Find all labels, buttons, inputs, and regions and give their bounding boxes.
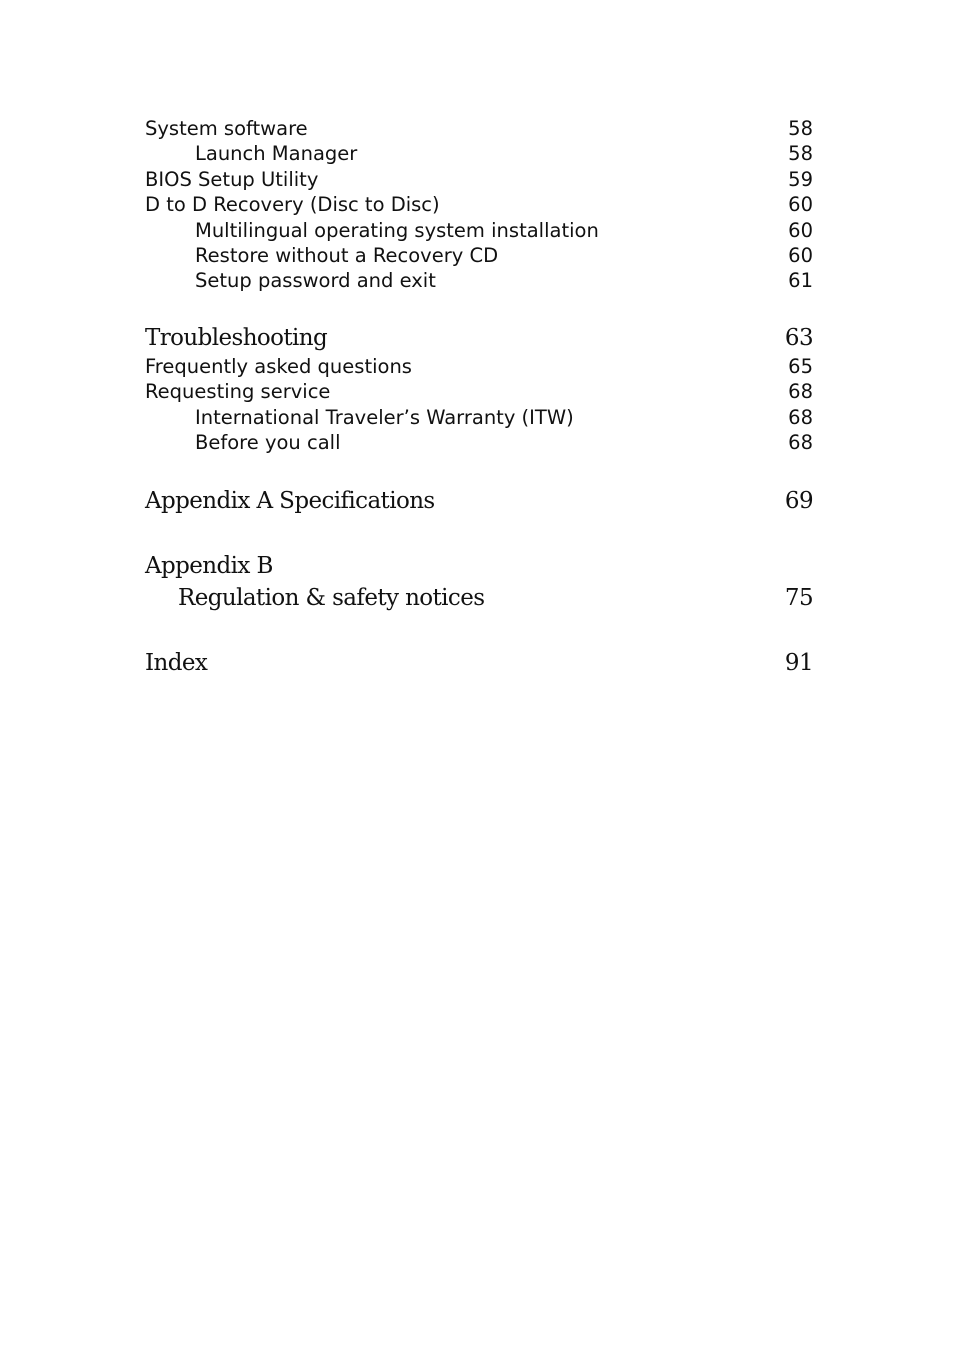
toc-entry-page: 68: [788, 380, 813, 404]
toc-entry-bios-setup-utility[interactable]: [145, 167, 813, 192]
toc-entry-page: 68: [788, 430, 813, 454]
toc-chapter-page: 75: [784, 585, 813, 612]
toc-chapter-page: 63: [784, 324, 813, 351]
toc-chapter-appendix-a[interactable]: [145, 485, 813, 517]
toc-chapter-label: Regulation & safety notices: [178, 585, 485, 612]
toc-chapter-label: Index: [145, 650, 208, 677]
toc-chapter-page: 91: [784, 650, 813, 677]
toc-chapter-label: Appendix A Specifications: [145, 488, 435, 515]
toc-entry-label: Requesting service: [145, 380, 331, 404]
toc-entry-label: Setup password and exit: [195, 269, 436, 293]
toc-entry-label: D to D Recovery (Disc to Disc): [145, 193, 440, 217]
toc-chapter-index[interactable]: [145, 647, 813, 679]
spacer: [145, 455, 813, 485]
toc-chapter-troubleshooting[interactable]: [145, 322, 813, 354]
toc-entry-restore-without-recovery-cd[interactable]: [145, 243, 813, 268]
toc-entry-multilingual-os-installation[interactable]: [145, 218, 813, 243]
toc-entry-itw[interactable]: [145, 405, 813, 430]
spacer: [145, 294, 813, 322]
toc-chapter-page: 69: [784, 488, 813, 515]
toc-entry-page: 59: [788, 167, 813, 191]
toc-entry-page: 60: [788, 243, 813, 267]
toc-entry-label: Restore without a Recovery CD: [195, 243, 499, 267]
toc-entry-requesting-service[interactable]: [145, 379, 813, 404]
spacer: [145, 614, 813, 647]
toc-entry-label: System software: [145, 117, 308, 140]
toc-entry-page: 58: [788, 117, 813, 140]
toc-entry-page: 58: [788, 142, 813, 166]
toc-entry-before-you-call[interactable]: [145, 430, 813, 455]
toc-entry-setup-password-and-exit[interactable]: [145, 268, 813, 293]
toc-entry-label: Multilingual operating system installation: [195, 218, 599, 242]
toc-entry-label: Frequently asked questions: [145, 354, 412, 378]
toc-entry-page: 60: [788, 193, 813, 217]
toc-entry-label: Launch Manager: [195, 142, 358, 166]
toc-entry-faq[interactable]: [145, 354, 813, 379]
toc-entry-label: International Traveler’s Warranty (ITW): [195, 405, 574, 429]
toc-entry-launch-manager[interactable]: [145, 141, 813, 166]
toc-chapter-label: Appendix B: [145, 553, 273, 580]
toc-chapter-appendix-b[interactable]: [145, 550, 813, 582]
toc-entry-label: Before you call: [195, 430, 341, 454]
table-of-contents: [145, 116, 813, 679]
toc-entry-system-software[interactable]: [145, 116, 813, 141]
toc-entry-d-to-d-recovery[interactable]: [145, 192, 813, 217]
toc-entry-label: BIOS Setup Utility: [145, 167, 319, 191]
toc-entry-page: 60: [788, 218, 813, 242]
toc-entry-page: 61: [788, 269, 813, 293]
toc-chapter-label: Troubleshooting: [145, 324, 328, 351]
toc-entry-page: 65: [788, 354, 813, 378]
toc-entry-page: 68: [788, 405, 813, 429]
spacer: [145, 517, 813, 550]
toc-chapter-regulation-safety[interactable]: [145, 582, 813, 614]
